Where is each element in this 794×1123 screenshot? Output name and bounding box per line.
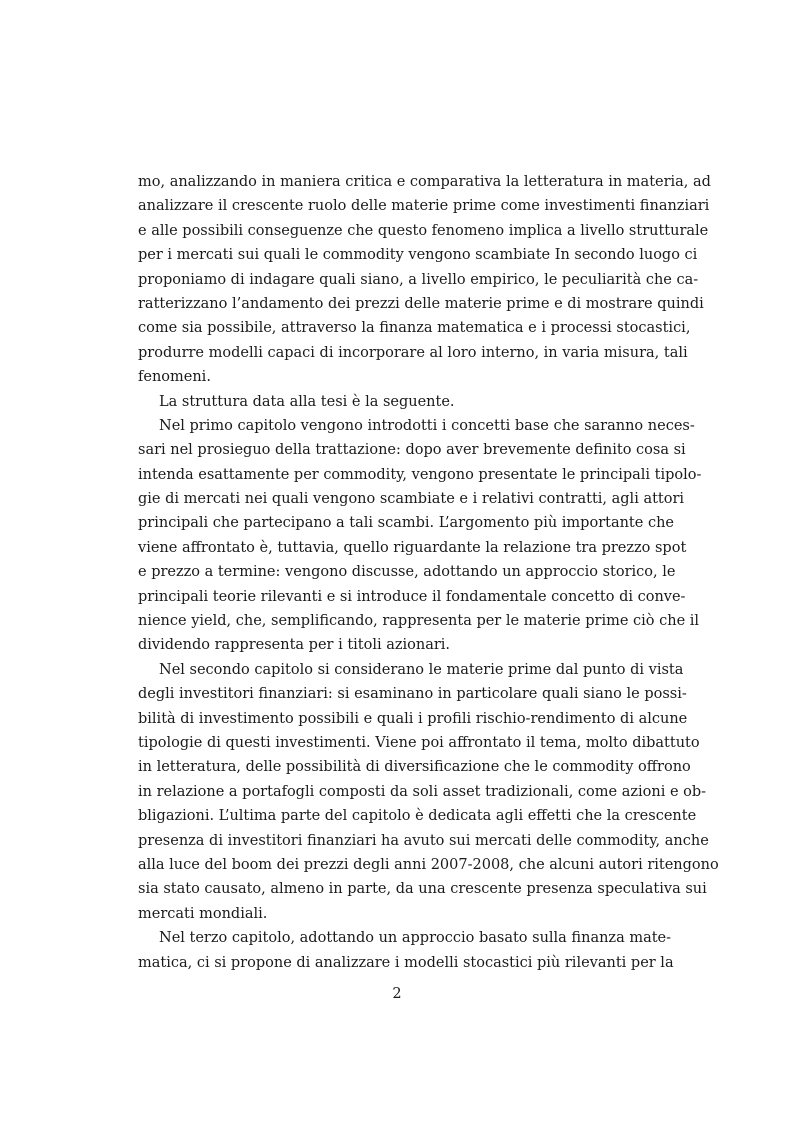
text-line: Nel secondo capitolo si considerano le materie prime dal punto di vista <box>159 661 684 678</box>
text-line: in letteratura, delle possibilità di diversificazione che le commodity offrono <box>138 759 691 776</box>
text-line: nience yield, che, semplificando, rappresenta per le materie prime ciò che il <box>138 613 700 630</box>
text-line: bilità di investimento possibili e quali i profili rischio-rendimento di alcune <box>138 710 688 727</box>
text-line: alla luce del boom dei prezzi degli anni 2007-2008, che alcuni autori ritengono <box>138 856 719 873</box>
text-line: dividendo rappresenta per i titoli azionari. <box>138 637 451 654</box>
text-line: tipologie di questi investimenti. Viene poi affrontato il tema, molto dibattuto <box>138 734 700 751</box>
text-line: presenza di investitori finanziari ha avuto sui mercati delle commodity, anche <box>138 832 709 849</box>
text-line: fenomeni. <box>138 369 211 386</box>
text-line: mo, analizzando in maniera critica e comparativa la letteratura in materia, ad <box>138 174 711 190</box>
text-line: in relazione a portafogli composti da soli asset tradizionali, come azioni e ob- <box>138 783 707 800</box>
text-line: proponiamo di indagare quali siano, a livello empirico, le peculiarità che ca- <box>138 271 699 288</box>
page-number: 2 <box>392 986 402 1002</box>
text-line: e alle possibili conseguenze che questo fenomeno implica a livello strutturale <box>138 222 709 239</box>
text-line: degli investitori finanziari: si esaminano in particolare quali siano le possi- <box>138 686 687 703</box>
text-line: Nel primo capitolo vengono introdotti i concetti base che saranno neces- <box>159 417 695 434</box>
text-line: produrre modelli capaci di incorporare al loro interno, in varia misura, tali <box>138 344 688 361</box>
text-line: Nel terzo capitolo, adottando un approccio basato sulla finanza mate- <box>159 930 672 947</box>
text-line: analizzare il crescente ruolo delle materie prime come investimenti finanziari <box>138 198 710 215</box>
text-line: principali che partecipano a tali scambi. L’argomento più importante che <box>138 515 674 532</box>
text-line: viene affrontato è, tuttavia, quello riguardante la relazione tra prezzo spot <box>138 539 687 556</box>
text-line: principali teorie rilevanti e si introduce il fondamentale concetto di conve- <box>138 588 686 605</box>
body-text <box>138 170 719 975</box>
text-line: matica, ci si propone di analizzare i modelli stocastici più rilevanti per la <box>138 954 674 971</box>
text-line: gie di mercati nei quali vengono scambiate e i relativi contratti, agli attori <box>138 491 685 508</box>
text-line: bligazioni. L’ultima parte del capitolo è dedicata agli effetti che la crescente <box>138 808 697 825</box>
text-line: per i mercati sui quali le commodity vengono scambiate In secondo luogo ci <box>138 247 698 264</box>
text-line: La struttura data alla tesi è la seguente. <box>159 393 455 410</box>
text-line: ratterizzano l’andamento dei prezzi delle materie prime e di mostrare quindi <box>138 295 704 312</box>
text-line: e prezzo a termine: vengono discusse, adottando un approccio storico, le <box>138 564 676 581</box>
text-line: come sia possibile, attraverso la finanza matematica e i processi stocastici, <box>138 320 691 337</box>
text-line: sari nel prosieguo della trattazione: dopo aver brevemente definito cosa si <box>138 442 686 459</box>
text-line: intenda esattamente per commodity, vengono presentate le principali tipolo- <box>138 466 702 483</box>
text-line: sia stato causato, almeno in parte, da una crescente presenza speculativa sui <box>138 881 707 898</box>
text-line: mercati mondiali. <box>138 905 268 922</box>
